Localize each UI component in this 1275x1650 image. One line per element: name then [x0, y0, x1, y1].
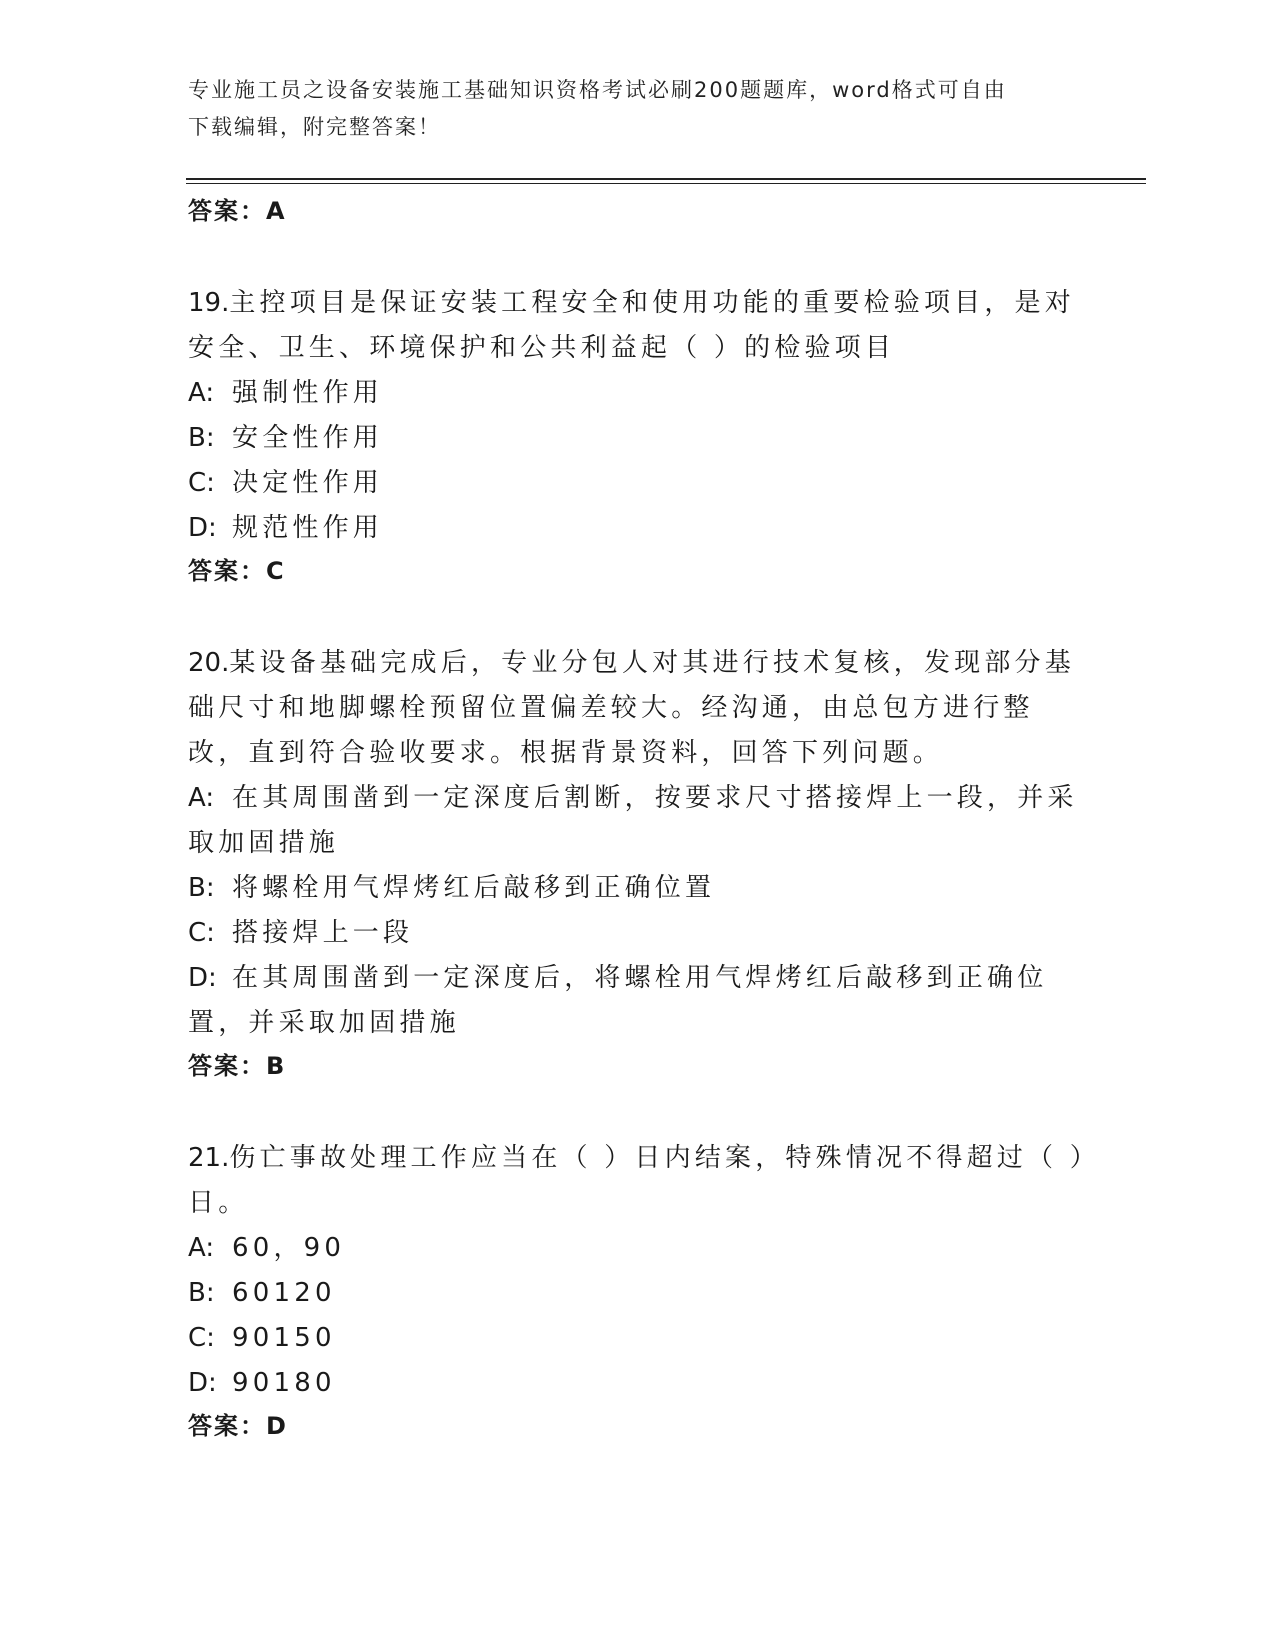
- document-header: [188, 72, 1088, 146]
- question-19: [188, 281, 1088, 591]
- question-body: 主控项目是保证安装工程安全和使用功能的重要检验项目，是对安全、卫生、环境保护和公共利益起（ ）的检验项目: [188, 288, 1075, 363]
- option-c: [188, 1316, 1088, 1361]
- answer-value: C: [266, 557, 285, 585]
- question-body: 某设备基础完成后，专业分包人对其进行技术复核，发现部分基础尺寸和地脚螺栓预留位置偏差较大。经沟通，由总包方进行整改，直到符合验收要求。根据背景资料，回答下列问题。: [188, 648, 1075, 768]
- option-text: 60120: [232, 1278, 336, 1308]
- question-number: 21.: [188, 1143, 230, 1173]
- option-d: [188, 956, 1088, 1046]
- answer: [188, 1406, 1088, 1446]
- option-b: [188, 866, 1088, 911]
- option-key: A:: [188, 783, 215, 813]
- option-d: [188, 1361, 1088, 1406]
- option-a: [188, 776, 1088, 866]
- question-number: 20.: [188, 648, 230, 678]
- option-text: 安全性作用: [232, 423, 384, 453]
- option-key: C:: [188, 918, 215, 948]
- option-c: [188, 911, 1088, 956]
- option-text: 在其周围凿到一定深度后，将螺栓用气焊烤红后敲移到正确位置，并采取加固措施: [188, 963, 1048, 1038]
- answer-value: D: [266, 1412, 287, 1440]
- answer-label: 答案：: [188, 197, 266, 225]
- option-text: 将螺栓用气焊烤红后敲移到正确位置: [232, 873, 716, 903]
- option-a: [188, 371, 1088, 416]
- option-b: [188, 1271, 1088, 1316]
- header-line-1: 专业施工员之设备安装施工基础知识资格考试必刷200题题库，word格式可自由: [188, 78, 1007, 102]
- answer-label: 答案：: [188, 1052, 266, 1080]
- option-text: 搭接焊上一段: [232, 918, 414, 948]
- header-rule-thick: [186, 178, 1146, 180]
- answer: [188, 551, 1088, 591]
- answer-value: A: [266, 197, 286, 225]
- answer-value: B: [266, 1052, 286, 1080]
- option-c: [188, 461, 1088, 506]
- option-key: A:: [188, 1233, 215, 1263]
- question-20: [188, 641, 1088, 1086]
- option-text: 规范性作用: [232, 513, 384, 543]
- option-key: C:: [188, 1323, 215, 1353]
- previous-answer: [188, 191, 1088, 231]
- option-key: D:: [188, 513, 217, 543]
- question-text: [188, 281, 1088, 371]
- question-text: [188, 1136, 1088, 1226]
- option-text: 决定性作用: [232, 468, 384, 498]
- option-a: [188, 1226, 1088, 1271]
- option-text: 90180: [232, 1368, 336, 1398]
- option-d: [188, 506, 1088, 551]
- question-text: [188, 641, 1088, 776]
- question-21: [188, 1136, 1088, 1446]
- option-text: 90150: [232, 1323, 336, 1353]
- option-key: D:: [188, 1368, 217, 1398]
- header-rule-thin: [186, 183, 1146, 184]
- header-line-2: 下载编辑，附完整答案！: [188, 115, 441, 139]
- option-key: D:: [188, 963, 217, 993]
- option-text: 强制性作用: [232, 378, 384, 408]
- question-body: 伤亡事故处理工作应当在（ ）日内结案，特殊情况不得超过（ ）日。: [188, 1143, 1087, 1218]
- answer-label: 答案：: [188, 1412, 266, 1440]
- option-key: B:: [188, 1278, 215, 1308]
- option-b: [188, 416, 1088, 461]
- option-text: 60，90: [232, 1233, 346, 1263]
- option-key: B:: [188, 423, 215, 453]
- answer-label: 答案：: [188, 557, 266, 585]
- question-number: 19.: [188, 288, 230, 318]
- answer: [188, 1046, 1088, 1086]
- question-list: [188, 191, 1088, 1446]
- option-key: B:: [188, 873, 215, 903]
- option-text: 在其周围凿到一定深度后割断，按要求尺寸搭接焊上一段，并采取加固措施: [188, 783, 1078, 858]
- option-key: C:: [188, 468, 215, 498]
- option-key: A:: [188, 378, 215, 408]
